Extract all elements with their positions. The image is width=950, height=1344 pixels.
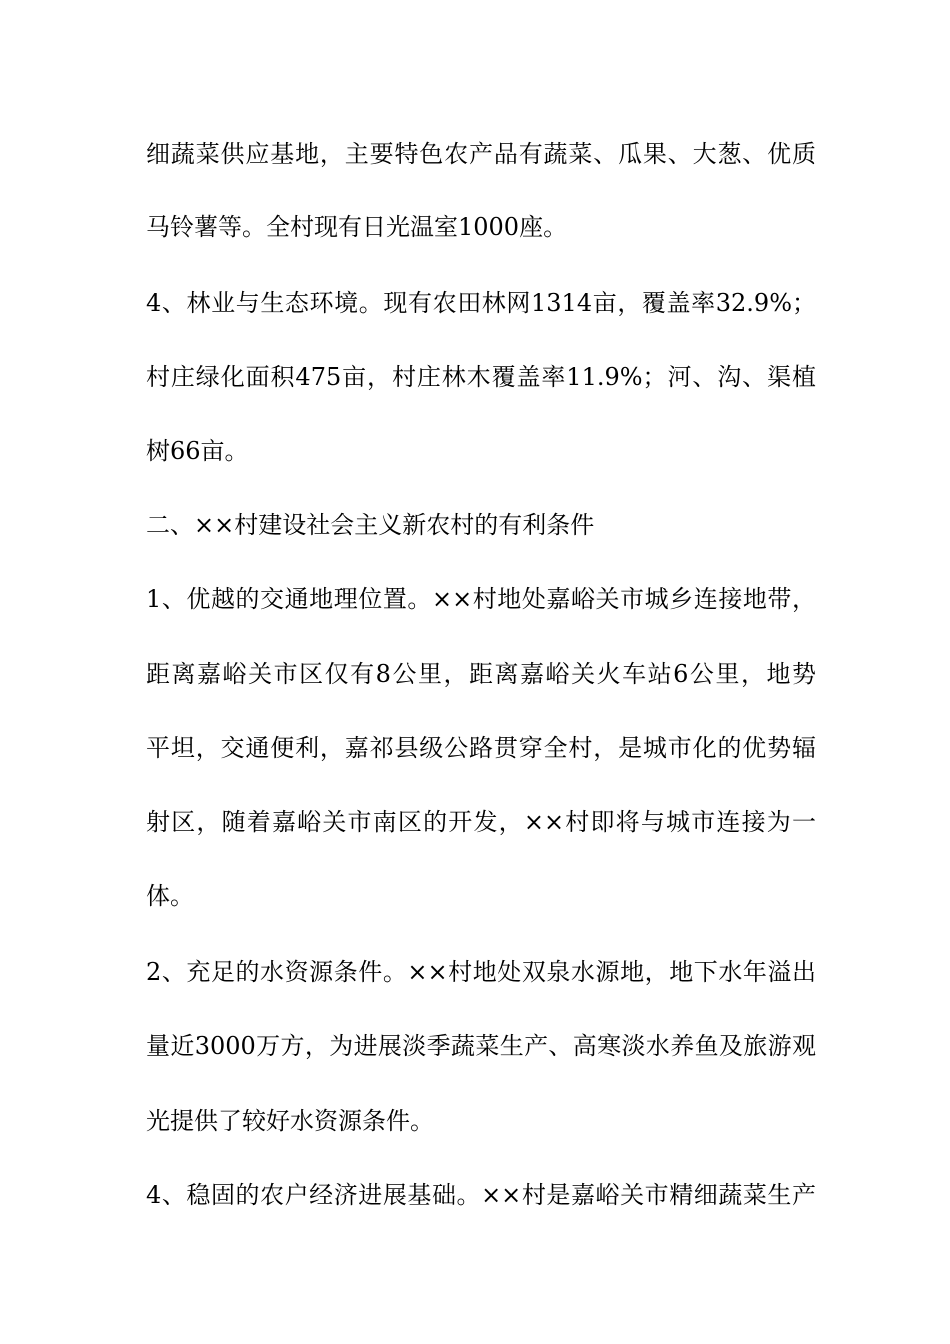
paragraph-line-12: 2、充足的水资源条件。××村地处双泉水源地，地下水年溢出 [146, 958, 816, 986]
paragraph-line-13: 量近3000万方，为进展淡季蔬菜生产、高寒淡水养鱼及旅游观 [146, 1032, 816, 1060]
paragraph-line-14: 光提供了较好水资源条件。 [146, 1107, 434, 1135]
paragraph-line-1: 细蔬菜供应基地，主要特色农产品有蔬菜、瓜果、大葱、优质 [146, 140, 816, 168]
paragraph-line-7: 1、优越的交通地理位置。××村地处嘉峪关市城乡连接地带， [146, 585, 816, 613]
paragraph-line-2: 马铃薯等。全村现有日光温室1000座。 [146, 213, 568, 241]
paragraph-line-3: 4、林业与生态环境。现有农田林网1314亩，覆盖率32.9%； [146, 289, 816, 317]
paragraph-line-5: 树66亩。 [146, 437, 249, 465]
paragraph-line-11: 体。 [146, 882, 194, 910]
paragraph-line-8: 距离嘉峪关市区仅有8公里，距离嘉峪关火车站6公里，地势 [146, 660, 816, 688]
paragraph-line-15: 4、稳固的农户经济进展基础。××村是嘉峪关市精细蔬菜生产 [146, 1181, 816, 1209]
paragraph-line-10: 射区，随着嘉峪关市南区的开发，××村即将与城市连接为一 [146, 808, 816, 836]
paragraph-line-9: 平坦，交通便利，嘉祁县级公路贯穿全村，是城市化的优势辐 [146, 734, 816, 762]
section-heading: 二、××村建设社会主义新农村的有利条件 [146, 511, 595, 539]
paragraph-line-4: 村庄绿化面积475亩，村庄林木覆盖率11.9%；河、沟、渠植 [146, 363, 816, 391]
